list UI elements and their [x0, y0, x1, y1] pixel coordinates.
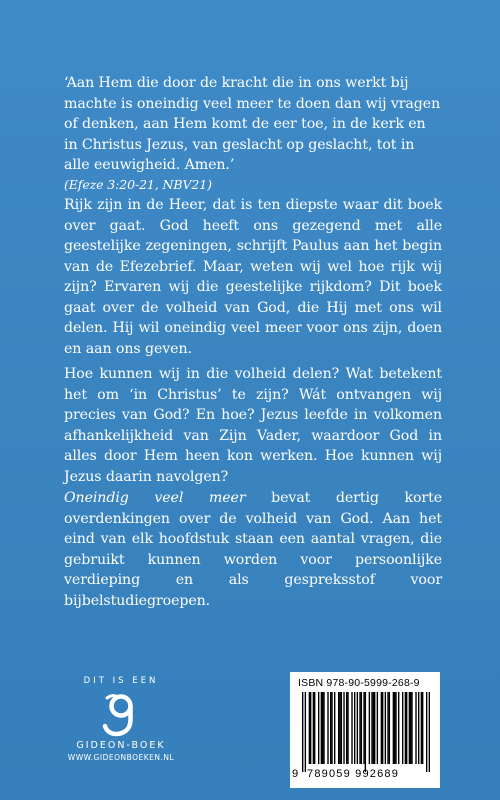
blurb-paragraph-3: [64, 488, 442, 611]
book-title-italic: Oneindig veel meer: [64, 490, 246, 506]
isbn-label: ISBN 978-90-5999-268-9: [298, 677, 420, 689]
ean-first-digit: 9: [292, 768, 299, 780]
blurb-paragraph-2: [64, 364, 442, 487]
paragraph-1-text: Rijk zijn in de Heer, dat is ten diepste waar dit boek over gaat. God heeft ons gezegend met alle geestelijke zegeningen, schrijft Paulus aan het begin van de Efezebrief. Maar, weten wij wel hoe rijk wij zijn? Ervaren wij die geestelijke rijkdom? Dit boek gaat over de volheid van God, die Hij met ons wil delen. Hij wil oneindig veel meer voor ons zijn, doen en aan ons geven.: [64, 197, 442, 357]
ean-digits: 789059 992689: [307, 768, 400, 780]
blurb-paragraph-1: [64, 195, 442, 359]
quote-reference: (Efeze 3:20-21, NBV21): [64, 176, 212, 192]
g-letter-logo-icon: [101, 692, 141, 738]
paragraph-3-text: [64, 488, 442, 611]
paragraph-3-rest: bevat dertig korte overdenkingen over de volheid van God. Aan het eind van elk hoofdstuk staan een aantal vragen, die gebruikt kunnen worden voor persoonlijke verdieping en als gespreksstof voor bijbelstudiegroepen.: [64, 490, 442, 609]
publisher-name: GIDEON-BOEK: [76, 740, 166, 751]
paragraph-2-text: Hoe kunnen wij in die volheid delen? Wat betekent het om ‘in Christus’ te zijn? Wát ontvangen wij precies van God? En hoe? Jezus leefde in volkomen afhankelijkheid van Zijn Vader, waardoor God in alles door Hem heen kon werken. Hoe kunnen wij Jezus daarin navolgen?: [64, 366, 442, 485]
back-cover-quote: [64, 73, 442, 194]
quote-text: ‘Aan Hem die door de kracht die in ons werkt bij machte is oneindig veel meer te doen dan wij vragen of denken, aan Hem komt de eer toe, in de kerk en in Christus Jezus, van geslacht op geslacht, tot in alle eeuwigheid. Amen.’: [64, 75, 441, 173]
publisher-block: [62, 676, 180, 762]
barcode-bars: [302, 692, 430, 772]
publisher-tagline: DIT IS EEN: [83, 676, 159, 686]
publisher-url: WWW.GIDEONBOEKEN.NL: [67, 753, 175, 762]
isbn-barcode: [290, 672, 440, 788]
